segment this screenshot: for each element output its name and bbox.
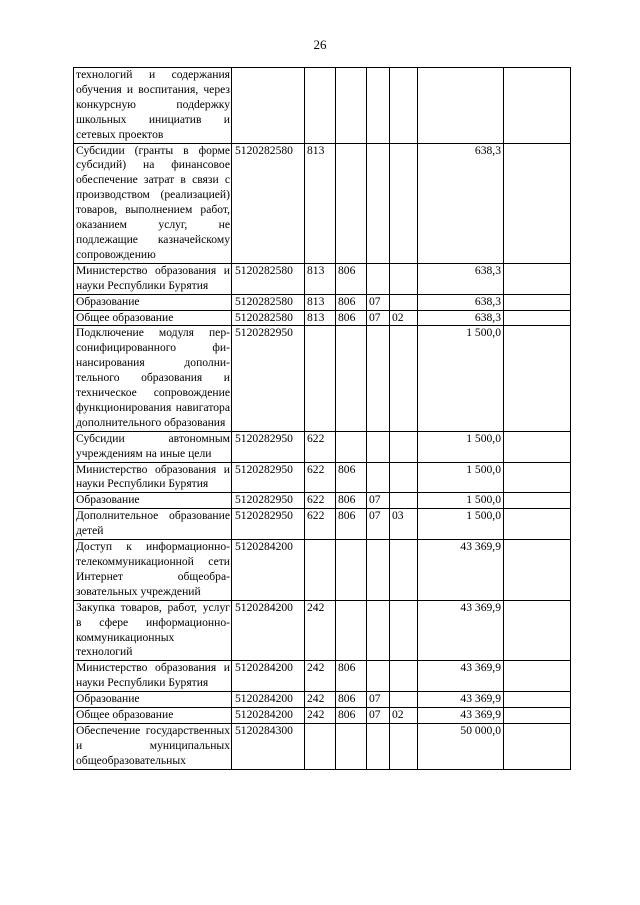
row-subsection-cell <box>390 540 418 601</box>
row-ministry-cell: 806 <box>336 493 367 509</box>
row-expense-type-cell: 813 <box>305 143 336 263</box>
row-code-cell: 5120282950 <box>232 493 305 509</box>
table-row <box>74 326 571 431</box>
row-subsection-cell <box>390 661 418 692</box>
row-extra-cell <box>504 431 571 462</box>
row-amount-cell: 1 500,0 <box>418 509 504 540</box>
row-section-cell: 07 <box>367 294 390 310</box>
table-row <box>74 540 571 601</box>
row-amount-cell: 43 369,9 <box>418 600 504 661</box>
row-name-cell: Общее образование <box>74 708 232 724</box>
row-code-cell: 5120282950 <box>232 462 305 493</box>
row-subsection-cell <box>390 143 418 263</box>
row-ministry-cell <box>336 326 367 431</box>
row-code-cell: 5120284200 <box>232 600 305 661</box>
row-amount-cell: 1 500,0 <box>418 431 504 462</box>
table-row <box>74 263 571 294</box>
row-amount-cell: 43 369,9 <box>418 540 504 601</box>
row-code-cell: 5120284200 <box>232 540 305 601</box>
row-code-cell: 5120282950 <box>232 509 305 540</box>
row-ministry-cell: 806 <box>336 263 367 294</box>
row-name-cell: Закупка товаров, работ, услуг в сфере информационно-коммуникационных технологий <box>74 600 232 661</box>
row-extra-cell <box>504 661 571 692</box>
table-row <box>74 600 571 661</box>
row-amount-cell: 50 000,0 <box>418 723 504 769</box>
row-section-cell <box>367 263 390 294</box>
row-extra-cell <box>504 462 571 493</box>
row-code-cell: 5120284200 <box>232 708 305 724</box>
row-expense-type-cell <box>305 723 336 769</box>
row-section-cell: 07 <box>367 310 390 326</box>
row-expense-type-cell: 622 <box>305 493 336 509</box>
row-ministry-cell: 806 <box>336 692 367 708</box>
row-subsection-cell: 02 <box>390 310 418 326</box>
row-expense-type-cell <box>305 68 336 144</box>
table-row <box>74 462 571 493</box>
row-amount-cell: 638,3 <box>418 310 504 326</box>
row-subsection-cell <box>390 68 418 144</box>
row-section-cell: 07 <box>367 509 390 540</box>
row-name-cell: Министерство образования и науки Республики Бурятия <box>74 263 232 294</box>
row-name-cell: Доступ к информационно-телекоммуникационной сети Интернет общеобразовательных учреждений <box>74 540 232 601</box>
row-subsection-cell <box>390 600 418 661</box>
row-subsection-cell <box>390 263 418 294</box>
row-expense-type-cell: 622 <box>305 462 336 493</box>
row-code-cell: 5120282580 <box>232 263 305 294</box>
row-ministry-cell <box>336 540 367 601</box>
row-extra-cell <box>504 294 571 310</box>
row-amount-cell: 638,3 <box>418 143 504 263</box>
row-amount-cell: 1 500,0 <box>418 326 504 431</box>
row-code-cell <box>232 68 305 144</box>
row-expense-type-cell: 242 <box>305 708 336 724</box>
row-subsection-cell <box>390 462 418 493</box>
row-ministry-cell <box>336 723 367 769</box>
row-ministry-cell: 806 <box>336 310 367 326</box>
row-amount-cell <box>418 68 504 144</box>
row-code-cell: 5120284200 <box>232 692 305 708</box>
row-extra-cell <box>504 600 571 661</box>
row-ministry-cell: 806 <box>336 509 367 540</box>
row-section-cell <box>367 326 390 431</box>
table-row <box>74 68 571 144</box>
table-row <box>74 431 571 462</box>
row-name-cell: Субсидии (гранты в форме субсидий) на финансовое обеспечение затрат в связи с производством (реализацией) товаров, выполнением работ, оказанием услуг, не подлежащие казначейскому сопровождению <box>74 143 232 263</box>
row-amount-cell: 638,3 <box>418 263 504 294</box>
row-subsection-cell <box>390 326 418 431</box>
row-extra-cell <box>504 326 571 431</box>
row-code-cell: 5120284300 <box>232 723 305 769</box>
table-row <box>74 692 571 708</box>
row-ministry-cell: 806 <box>336 661 367 692</box>
row-name-cell: Обеспечение государственных и муниципальных общеобразовательных <box>74 723 232 769</box>
row-name-cell: Дополнительное образование детей <box>74 509 232 540</box>
table-row <box>74 661 571 692</box>
row-expense-type-cell: 242 <box>305 600 336 661</box>
row-subsection-cell <box>390 692 418 708</box>
row-subsection-cell <box>390 431 418 462</box>
row-extra-cell <box>504 692 571 708</box>
row-section-cell: 07 <box>367 708 390 724</box>
row-section-cell <box>367 661 390 692</box>
row-extra-cell <box>504 708 571 724</box>
row-code-cell: 5120284200 <box>232 661 305 692</box>
row-ministry-cell: 806 <box>336 462 367 493</box>
row-subsection-cell: 03 <box>390 509 418 540</box>
row-extra-cell <box>504 493 571 509</box>
row-name-cell: Министерство образования и науки Республики Бурятия <box>74 661 232 692</box>
row-extra-cell <box>504 509 571 540</box>
row-ministry-cell: 806 <box>336 294 367 310</box>
row-section-cell <box>367 600 390 661</box>
row-section-cell <box>367 462 390 493</box>
row-extra-cell <box>504 263 571 294</box>
row-ministry-cell <box>336 600 367 661</box>
row-name-cell: Субсидии автономным учреждениям на иные цели <box>74 431 232 462</box>
row-expense-type-cell: 813 <box>305 310 336 326</box>
row-section-cell <box>367 540 390 601</box>
row-section-cell: 07 <box>367 692 390 708</box>
row-expense-type-cell: 813 <box>305 294 336 310</box>
row-subsection-cell <box>390 723 418 769</box>
row-amount-cell: 1 500,0 <box>418 462 504 493</box>
row-amount-cell: 43 369,9 <box>418 661 504 692</box>
row-expense-type-cell <box>305 540 336 601</box>
row-section-cell <box>367 723 390 769</box>
row-code-cell: 5120282950 <box>232 431 305 462</box>
page-number: 26 <box>313 37 327 52</box>
row-ministry-cell <box>336 431 367 462</box>
row-ministry-cell: 806 <box>336 708 367 724</box>
row-expense-type-cell: 813 <box>305 263 336 294</box>
row-ministry-cell <box>336 143 367 263</box>
row-code-cell: 5120282580 <box>232 294 305 310</box>
row-section-cell <box>367 143 390 263</box>
row-extra-cell <box>504 68 571 144</box>
row-expense-type-cell: 622 <box>305 431 336 462</box>
row-subsection-cell <box>390 493 418 509</box>
row-name-cell: Образование <box>74 692 232 708</box>
table-row <box>74 310 571 326</box>
row-expense-type-cell: 242 <box>305 692 336 708</box>
row-extra-cell <box>504 310 571 326</box>
row-name-cell: Образование <box>74 294 232 310</box>
row-code-cell: 5120282950 <box>232 326 305 431</box>
row-amount-cell: 638,3 <box>418 294 504 310</box>
row-subsection-cell <box>390 294 418 310</box>
budget-table <box>73 67 571 770</box>
table-row <box>74 723 571 769</box>
table-row <box>74 294 571 310</box>
row-expense-type-cell: 242 <box>305 661 336 692</box>
row-name-cell: технологий и содержания обучения и воспитания, через конкурсную подdержку школьных инициатив и сетевых проектов <box>74 68 232 144</box>
row-amount-cell: 43 369,9 <box>418 692 504 708</box>
row-extra-cell <box>504 143 571 263</box>
table-row <box>74 143 571 263</box>
row-amount-cell: 43 369,9 <box>418 708 504 724</box>
table-row <box>74 509 571 540</box>
row-subsection-cell: 02 <box>390 708 418 724</box>
row-name-cell: Образование <box>74 493 232 509</box>
row-name-cell: Подключение модуля персонифицированного финансирования дополнительного образования и техническое сопровождение функционирования навигатора дополнительного образования <box>74 326 232 431</box>
row-code-cell: 5120282580 <box>232 310 305 326</box>
row-ministry-cell <box>336 68 367 144</box>
table-row <box>74 708 571 724</box>
row-section-cell: 07 <box>367 493 390 509</box>
row-name-cell: Министерство образования и науки Республики Бурятия <box>74 462 232 493</box>
row-code-cell: 5120282580 <box>232 143 305 263</box>
row-expense-type-cell: 622 <box>305 509 336 540</box>
row-section-cell <box>367 68 390 144</box>
row-extra-cell <box>504 540 571 601</box>
row-amount-cell: 1 500,0 <box>418 493 504 509</box>
row-section-cell <box>367 431 390 462</box>
row-name-cell: Общее образование <box>74 310 232 326</box>
row-extra-cell <box>504 723 571 769</box>
table-row <box>74 493 571 509</box>
row-expense-type-cell <box>305 326 336 431</box>
